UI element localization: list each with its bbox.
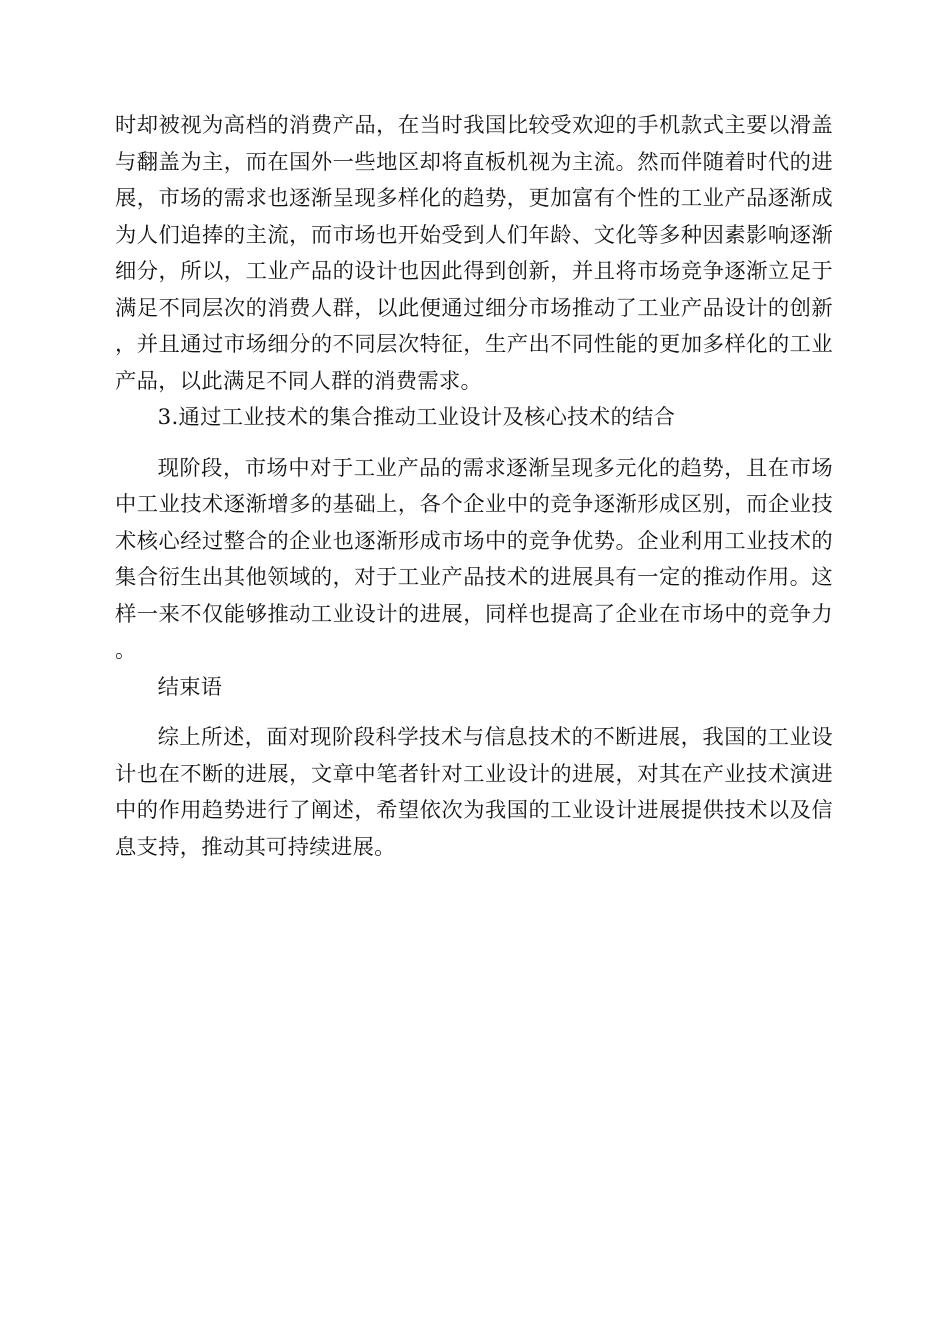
section-heading-3: 3.通过工业技术的集合推动工业设计及核心技术的结合 (157, 405, 676, 430)
paragraph-technology-integration: 现阶段，市场中对于工业产品的需求逐渐呈现多元化的趋势，且在市场中工业技术逐渐增多的基础上，各个企业中的竞争逐渐形成区别，而企业技术核心经过整合的企业也逐渐形成市场中的竞争优势。企业利用工业技术的集合衍生出其他领域的，对于工业产品技术的进展具有一定的推动作用。这样一来不仅能够推动工业设计的进展，同样也提高了企业在市场中的竞争力。 (115, 455, 833, 663)
paragraph-market-segmentation: 时却被视为高档的消费产品，在当时我国比较受欢迎的手机款式主要以滑盖与翻盖为主，而在国外一些地区却将直板机视为主流。然而伴随着时代的进展，市场的需求也逐渐呈现多样化的趋势，更加富有个性的工业产品逐渐成为人们追捧的主流，而市场也开始受到人们年龄、文化等多种因素影响逐渐细分，所以，工业产品的设计也因此得到创新，并且将市场竞争逐渐立足于满足不同层次的消费人群，以此便通过细分市场推动了工业产品设计的创新，并且通过市场细分的不同层次特征，生产出不同性能的更加多样化的工业产品，以此满足不同人群的消费需求。 (115, 113, 833, 394)
document-body (115, 108, 833, 866)
paragraph-conclusion: 综上所述，面对现阶段科学技术与信息技术的不断进展，我国的工业设计也在不断的进展，文章中笔者针对工业设计的进展，对其在产业技术演进中的作用趋势进行了阐述，希望依次为我国的工业设计进展提供技术以及信息支持，推动其可持续进展。 (115, 725, 833, 860)
conclusion-heading: 结束语 (157, 674, 223, 700)
